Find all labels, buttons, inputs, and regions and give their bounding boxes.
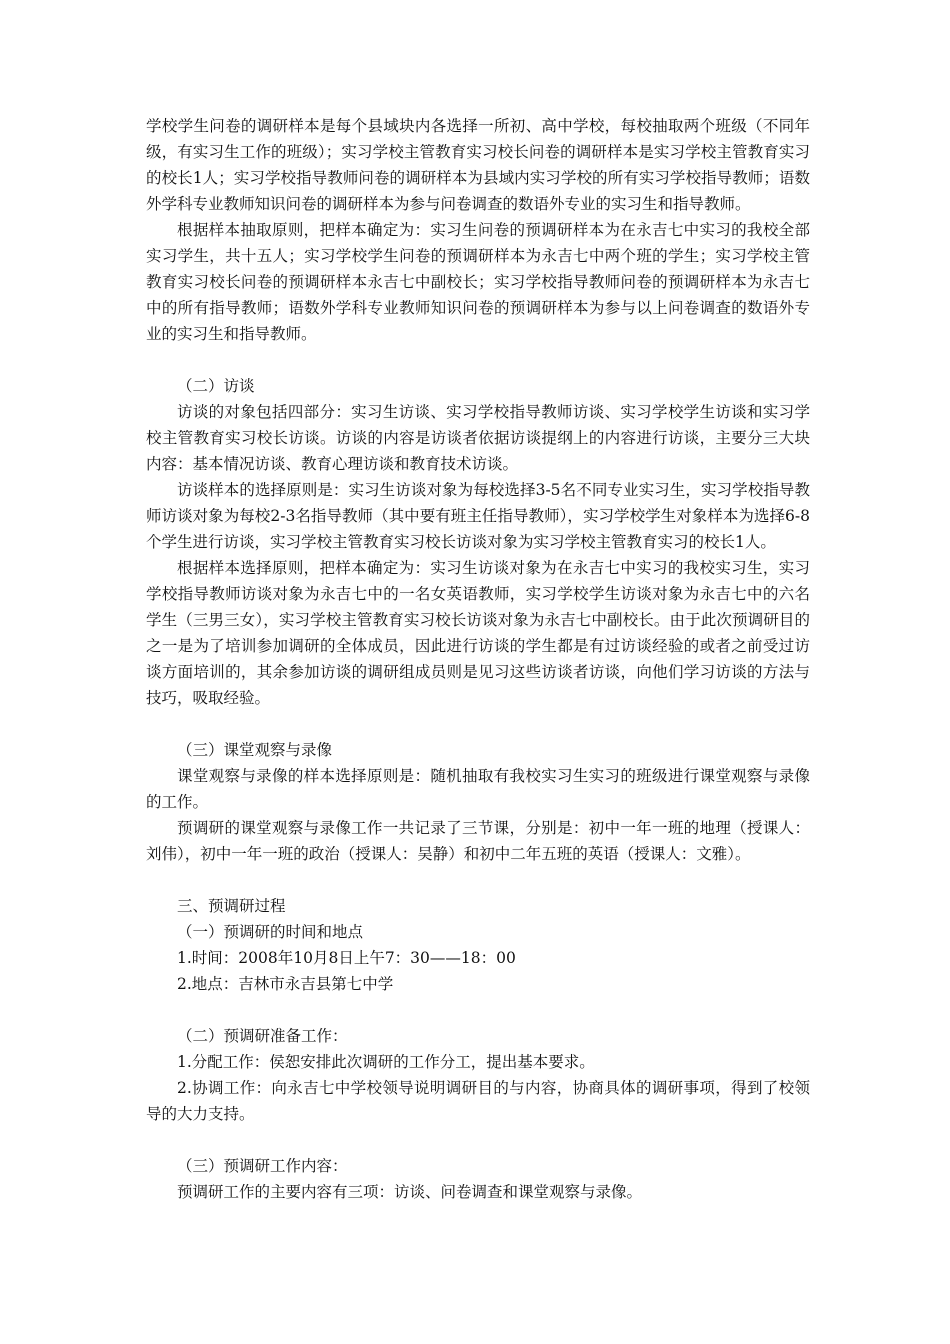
paragraph-observation-lessons: 预调研的课堂观察与录像工作一共记录了三节课，分别是：初中一年一班的地理（授课人：刘伟），初中一年一班的政治（授课人：吴静）和初中二年五班的英语（授课人：文雅）。	[146, 819, 810, 863]
item-place: 2.地点：吉林市永吉县第七中学	[177, 975, 394, 993]
subheading-time-place: （一）预调研的时间和地点	[177, 923, 364, 941]
subheading-preparation: （二）预调研准备工作：	[177, 1027, 348, 1045]
paragraph-interview-sampling-principles: 访谈样本的选择原则是：实习生访谈对象为每校选择3-5名不同专业实习生，实习学校指导教师访谈对象为每校2-3名指导教师（其中要有班主任指导教师），实习学校学生对象样本为选择6-8个学生进行访谈，实习学校主管教育实习校长访谈对象为实习学校主管教育实习的校长1人。	[146, 481, 810, 551]
paragraph-interview-subjects: 访谈的对象包括四部分：实习生访谈、实习学校指导教师访谈、实习学校学生访谈和实习学校主管教育实习校长访谈。访谈的内容是访谈者依据访谈提纲上的内容进行访谈，主要分三大块内容：基本情况访谈、教育心理访谈和教育技术访谈。	[146, 403, 810, 473]
spacer	[146, 997, 810, 1023]
paragraph-observation-principle: 课堂观察与录像的样本选择原则是：随机抽取有我校实习生实习的班级进行课堂观察与录像的工作。	[146, 767, 810, 811]
paragraph-questionnaire-samples: 学校学生问卷的调研样本是每个县域块内各选择一所初、高中学校，每校抽取两个班级（不同年级，有实习生工作的班级）；实习学校主管教育实习校长问卷的调研样本是实习学校主管教育实习的校长1人；实习学校指导教师问卷的调研样本为县域内实习学校的所有实习学校指导教师；语数外学科专业教师知识问卷的调研样本为参与问卷调查的数语外专业的实习生和指导教师。	[146, 117, 810, 213]
paragraph-interview-samples: 根据样本选择原则，把样本确定为：实习生访谈对象为在永吉七中实习的我校实习生，实习学校指导教师访谈对象为永吉七中的一名女英语教师，实习学校学生访谈对象为永吉七中的六名学生（三男三女），实习学校主管教育实习校长访谈对象为永吉七中副校长。由于此次预调研目的之一是为了培训参加调研的全体成员，因此进行访谈的学生都是有过访谈经验的或者之前受过访谈方面培训的，其余参加访谈的调研组成员则是见习这些访谈者访谈，向他们学习访谈的方法与技巧，吸取经验。	[146, 559, 810, 707]
item-coordinate-work: 2.协调工作：向永吉七中学校领导说明调研目的与内容，协商具体的调研事项，得到了校领导的大力支持。	[146, 1079, 810, 1123]
paragraph-questionnaire-pre-survey-samples: 根据样本抽取原则，把样本确定为：实习生问卷的预调研样本为在永吉七中实习的我校全部实习学生，共十五人；实习学校学生问卷的预调研样本为永吉七中两个班的学生；实习学校主管教育实习校长问卷的预调研样本永吉七中副校长；实习学校指导教师问卷的预调研样本为永吉七中的所有指导教师；语数外学科专业教师知识问卷的预调研样本为参与以上问卷调查的数语外专业的实习生和指导教师。	[146, 221, 810, 343]
section-heading-interview: （二）访谈	[177, 377, 255, 395]
spacer	[146, 347, 810, 373]
document-page	[146, 113, 810, 1205]
section-heading-process: 三、预调研过程	[177, 897, 286, 915]
item-assign-work: 1.分配工作：侯恕安排此次调研的工作分工，提出基本要求。	[177, 1053, 595, 1071]
section-heading-classroom-observation: （三）课堂观察与录像	[177, 741, 333, 759]
spacer	[146, 1127, 810, 1153]
paragraph-work-content: 预调研工作的主要内容有三项：访谈、问卷调查和课堂观察与录像。	[177, 1183, 643, 1201]
spacer	[146, 867, 810, 893]
subheading-work-content: （三）预调研工作内容：	[177, 1157, 348, 1175]
spacer	[146, 711, 810, 737]
item-time: 1.时间：2008年10月8日上午7：30——18：00	[177, 949, 516, 967]
